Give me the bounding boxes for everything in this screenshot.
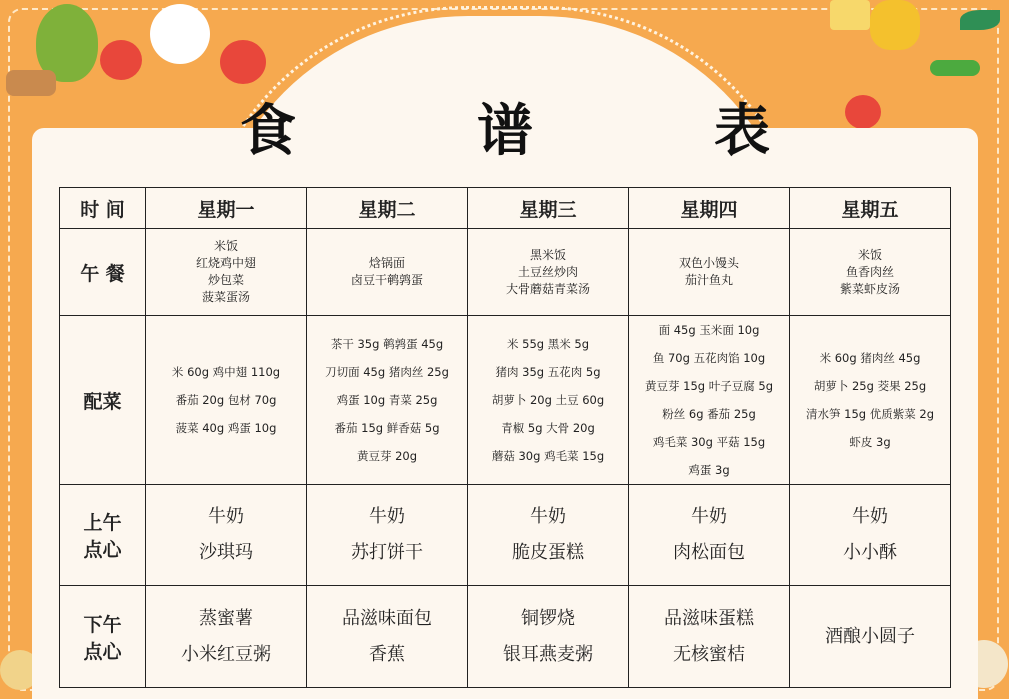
menu-item: 牛奶 [208, 506, 244, 527]
table-header-row [60, 188, 951, 229]
lunch-cell [468, 229, 629, 316]
menu-item: 米 55g 黑米 5g [506, 337, 590, 351]
day-header: 星期五 [790, 188, 951, 229]
menu-item: 米 60g 猪肉丝 45g [819, 351, 921, 365]
menu-item: 牛奶 [369, 506, 405, 527]
menu-item: 酒酿小圆子 [825, 625, 915, 647]
menu-item: 鱼香肉丝 [845, 264, 894, 279]
afternoon-snack-cell [629, 586, 790, 688]
menu-item: 黄豆芽 15g 叶子豆腐 5g [644, 379, 773, 393]
morning-snack-row [60, 485, 951, 586]
menu-item: 脆皮蛋糕 [512, 542, 584, 563]
menu-item: 蒸蜜薯 [199, 607, 253, 629]
lunch-cell [146, 229, 307, 316]
ingredients-cell [468, 316, 629, 485]
leaf-icon [960, 10, 1000, 30]
menu-item: 米 60g 鸡中翅 110g [171, 365, 281, 379]
afternoon-snack-cell [468, 586, 629, 688]
bread-icon [6, 70, 56, 96]
morning-snack-cell [629, 485, 790, 586]
menu-item: 肉松面包 [673, 542, 745, 563]
menu-item: 小米红豆粥 [181, 643, 271, 665]
menu-item: 红烧鸡中翅 [195, 256, 256, 270]
lunch-cell [790, 229, 951, 316]
menu-item: 香蕉 [369, 643, 405, 665]
menu-item: 菠菜 40g 鸡蛋 10g [175, 421, 277, 435]
menu-table [59, 187, 951, 688]
title-char-3: 表 [714, 98, 770, 164]
menu-item: 卤豆干鹌鹑蛋 [350, 273, 423, 287]
afternoon-snack-label-line: 下午 [83, 613, 122, 636]
afternoon-snack-cell [790, 586, 951, 688]
menu-item: 大骨蘑菇青菜汤 [505, 281, 590, 296]
menu-item: 双色小馒头 [678, 256, 739, 270]
menu-item: 刀切面 45g 猪肉丝 25g [325, 365, 449, 379]
menu-item: 鱼 70g 五花肉馅 10g [652, 351, 766, 365]
ingredients-cell [629, 316, 790, 485]
menu-item: 鸡毛菜 30g 平菇 15g [652, 435, 766, 449]
lunch-cell [307, 229, 468, 316]
menu-item: 青椒 5g 大骨 20g [501, 421, 595, 435]
menu-item: 铜锣烧 [521, 607, 575, 629]
afternoon-snack-cell [307, 586, 468, 688]
tomato-icon [100, 40, 142, 80]
menu-item: 牛奶 [852, 506, 888, 527]
tomato-icon [220, 40, 266, 84]
menu-item: 胡萝卜 25g 茭果 25g [813, 379, 927, 393]
menu-item: 猪肉 35g 五花肉 5g [495, 365, 601, 379]
ingredients-label: 配菜 [60, 316, 146, 485]
menu-item: 黄豆芽 20g [356, 449, 418, 463]
menu-item: 牛奶 [530, 506, 566, 527]
menu-item: 虾皮 3g [849, 435, 891, 449]
menu-item: 鸡蛋 3g [688, 463, 730, 477]
menu-item: 茶干 35g 鹌鹑蛋 45g [330, 337, 444, 351]
menu-item: 炒包菜 [207, 273, 244, 287]
menu-item: 菠菜蛋汤 [201, 290, 250, 304]
menu-item: 粉丝 6g 番茄 25g [662, 407, 756, 421]
menu-item: 米饭 [857, 247, 882, 262]
afternoon-snack-row [60, 586, 951, 688]
afternoon-snack-label [60, 586, 146, 688]
title-char-2: 谱 [477, 98, 533, 164]
title-char-1: 食 [240, 98, 296, 164]
menu-item: 茄汁鱼丸 [684, 273, 733, 287]
menu-item: 米饭 [213, 239, 238, 253]
pepper-icon [870, 0, 920, 50]
morning-snack-label [60, 485, 146, 586]
menu-item: 土豆丝炒肉 [517, 264, 578, 279]
day-header: 星期四 [629, 188, 790, 229]
morning-snack-cell [468, 485, 629, 586]
menu-item: 鸡蛋 10g 青菜 25g [336, 393, 438, 407]
menu-item: 番茄 15g 鲜香菇 5g [334, 421, 440, 435]
cheese-icon [830, 0, 870, 30]
menu-item: 紫菜虾皮汤 [839, 281, 900, 296]
tomato-icon [845, 95, 881, 129]
ingredients-cell [307, 316, 468, 485]
menu-item: 无核蜜桔 [673, 643, 745, 665]
morning-snack-label-line: 上午 [83, 512, 122, 534]
menu-item: 苏打饼干 [351, 542, 423, 563]
morning-snack-cell [307, 485, 468, 586]
menu-item: 品滋味面包 [342, 607, 432, 629]
morning-snack-cell [146, 485, 307, 586]
menu-item: 蘑菇 30g 鸡毛菜 15g [491, 449, 605, 463]
lunch-row [60, 229, 951, 316]
day-header: 星期一 [146, 188, 307, 229]
page-title [240, 92, 770, 162]
time-header: 时 间 [60, 188, 146, 229]
afternoon-snack-cell [146, 586, 307, 688]
day-header: 星期二 [307, 188, 468, 229]
menu-item: 牛奶 [691, 506, 727, 527]
menu-item: 番茄 20g 包材 70g [175, 393, 277, 407]
ingredients-cell [146, 316, 307, 485]
peas-icon [930, 60, 980, 76]
day-header: 星期三 [468, 188, 629, 229]
ingredients-cell [790, 316, 951, 485]
menu-item: 清水笋 15g 优质紫菜 2g [805, 407, 934, 421]
menu-item: 沙琪玛 [199, 542, 253, 563]
morning-snack-cell [790, 485, 951, 586]
morning-snack-label-line: 点心 [83, 539, 122, 561]
menu-item: 焓锅面 [368, 256, 405, 270]
afternoon-snack-label-line: 点心 [83, 640, 122, 663]
ingredients-row [60, 316, 951, 485]
menu-item: 银耳燕麦粥 [503, 643, 593, 665]
menu-item: 面 45g 玉米面 10g [658, 323, 760, 337]
lunch-label: 午 餐 [60, 229, 146, 316]
egg-icon [150, 4, 210, 64]
menu-item: 品滋味蛋糕 [664, 607, 754, 629]
menu-item: 黑米饭 [529, 247, 566, 262]
lunch-cell [629, 229, 790, 316]
menu-item: 胡萝卜 20g 土豆 60g [491, 393, 605, 407]
menu-item: 小小酥 [843, 542, 897, 563]
